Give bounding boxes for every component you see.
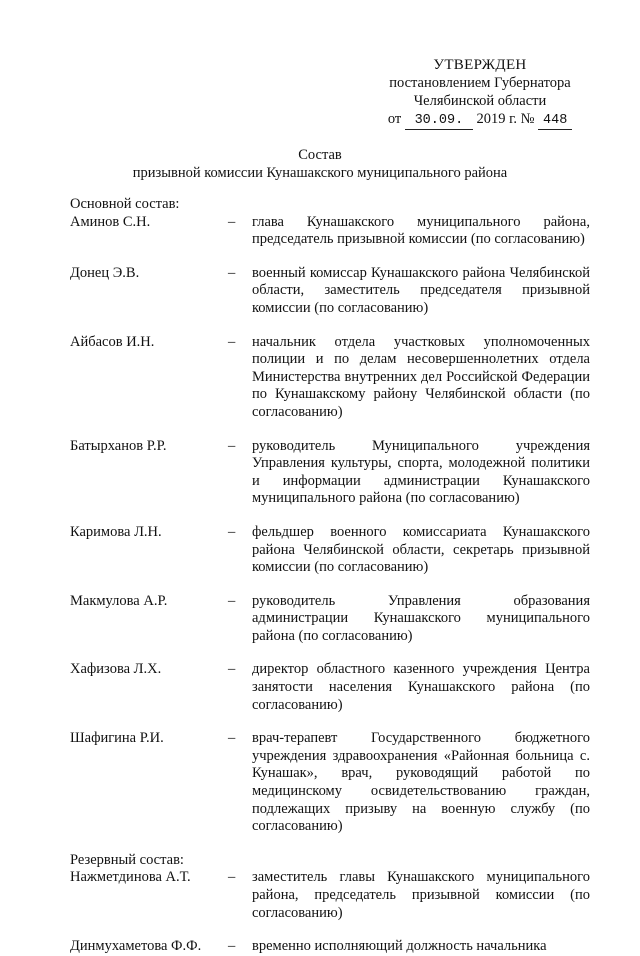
date-year: 2019 г. № [476,111,535,127]
approval-line-2: Челябинской области [413,93,547,109]
commission-roster [70,196,590,956]
date-field: 30.09. [405,113,473,130]
dash-separator: – [228,333,236,350]
member-role: врач-терапевт Государственного бюджетного учреждения здравоохранения «Районная больница с. Кунашак», врач, руководящий работой по медицинскому освидетельствованию граждан, подлежащих призыву на военную службу (по согласованию) [252,730,590,835]
heading-subtitle: призывной комиссии Кунашакского муниципального района [132,165,508,181]
main-members-list [70,214,590,836]
member-role: директор областного казенного учреждения Центра занятости населения Кунашакского района (по согласованию) [252,661,590,713]
member-name: Айбасов И.Н. [70,333,155,350]
member-name: Каримова Л.Н. [70,523,162,540]
dash-separator: – [228,938,236,955]
dash-separator: – [228,869,236,886]
member-role: руководитель Управления образования администрации Кунашакского муниципального района (по согласованию) [252,592,590,644]
member-row [70,593,590,646]
member-name: Макмулова А.Р. [70,592,168,609]
member-name: Шафигина Р.И. [70,730,164,747]
dash-separator: – [228,730,236,747]
member-row [70,438,590,508]
document-heading [60,146,580,182]
member-role: временно исполняющий должность начальника [252,938,547,955]
member-name: Динмухаметова Ф.Ф. [70,938,202,955]
dash-separator: – [228,661,236,678]
member-role: военный комиссар Кунашакского района Челябинской области, заместитель председателя призывной комиссии (по согласованию) [252,264,590,316]
member-name: Нажметдинова А.Т. [70,869,191,886]
date-prefix: от [387,111,402,127]
dash-separator: – [228,213,236,230]
member-name: Аминов С.Н. [70,213,151,230]
member-role: руководитель Муниципального учреждения Управления культуры, спорта, молодежной политики и информации администрации Кунашакского муниципального района (по согласованию) [252,437,590,507]
member-row [70,334,590,422]
member-role: глава Кунашакского муниципального района, председатель призывной комиссии (по согласованию) [252,213,590,248]
member-row [70,661,590,714]
dash-separator: – [228,523,236,540]
main-section-label: Основной состав: [70,196,180,212]
member-role: фельдшер военного комиссариата Кунашакского района Челябинской области, секретарь призывной комиссии (по согласованию) [252,523,590,576]
member-row [70,869,590,922]
member-name: Донец Э.В. [70,264,140,281]
member-name: Хафизова Л.Х. [70,661,162,678]
member-role: начальник отдела участковых уполномоченных полиции и по делам несовершеннолетних отдела Министерства внутренних дел Российской Федерации по Кунашакскому району Челябинской области (по согласованию) [252,333,590,420]
member-role: заместитель главы Кунашакского муниципального района, председатель призывной комиссии (по согласованию) [252,869,590,921]
approval-line-1: постановлением Губернатора [389,75,571,91]
member-row [70,730,590,836]
dash-separator: – [228,592,236,609]
approval-title: УТВЕРЖДЕН [433,57,527,73]
approval-date-line [360,110,600,130]
reserve-section-label: Резервный состав: [70,851,184,868]
dash-separator: – [228,264,236,281]
reserve-members-list [70,869,590,955]
dash-separator: – [228,437,236,454]
member-row [70,265,590,318]
member-row [70,938,590,956]
member-row [70,214,590,249]
heading-title: Состав [298,147,342,163]
decree-number-field: 448 [538,113,572,130]
member-name: Батырханов Р.Р. [70,437,167,454]
approval-stamp [360,56,600,130]
member-row [70,524,590,577]
